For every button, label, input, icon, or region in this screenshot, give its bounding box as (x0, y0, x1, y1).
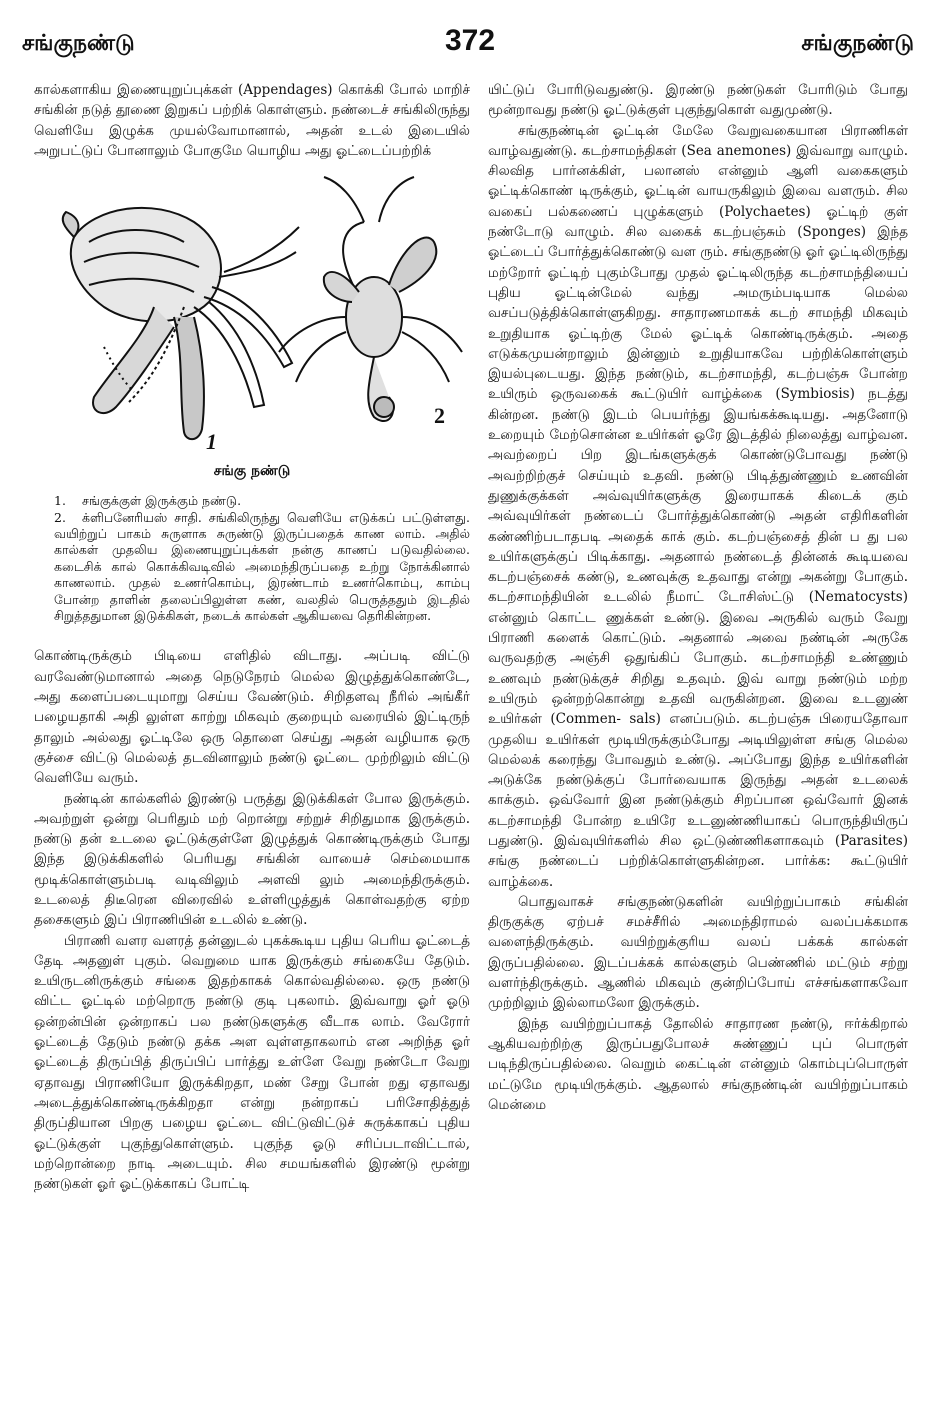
page-header (0, 20, 940, 60)
hermit-crab-illustration (34, 167, 470, 457)
left-paragraph-3: பிராணி வளர வளரத் தன்னுடல் புகக்கூடிய புதிய பெரிய ஓட்டைத் தேடி அதனுள் புகும். வெறுமை யாக இருக்கும் சங்கையே தேடும். உயிருடனிருக்கும் சங்கை இதற்காகக் கொல்வதில்லை. ஒரு நண்டு விட்ட ஓட்டில் மற்றொரு நண்டு குடி புகலாம். இவ்வாறு ஓர் ஓடு ஒன்றன்பின் ஒன்றாகப் பல நண்டுகளுக்கு வீடாக லாம். வேரோர் ஓட்டைத் தேடும் நண்டு தக்க அள வுள்ளதாகலாம் என அறிந்த ஓர் ஓட்டைத் திருப்பித் திருப்பிப் பார்த்து உள்ளே வேறு நண்டோ வேறு ஏதாவது பிராணியோ இருக்கிறதா, மண் சேறு போன் றது ஏதாவது அடைத்துக்கொண்டிருக்கிறதா என்று நன்றாகப் பரிசோதித்துத் திருப்தியான பிறகு பழைய ஓட்டை விட்டுவிட்டுச் சுருக்காகப் புதிய ஓட்டுக்குள் புகுந்துகொள்ளும். புகுந்த ஓடு சரிப்படாவிட்டால், மற்றொன்றை நாடி அடையும். சில சமயங்களில் இரண்டு மூன்று நண்டுகள் ஓர் ஓட்டுக்காகப் போட்டி (34, 932, 470, 1193)
page-number: 372 (444, 24, 496, 57)
crab-in-shell-drawing (63, 208, 299, 439)
caption-item-2-text: க்ளிபனேரியஸ் சாதி. சங்கிலிருந்து வெளியே எடுக்கப் பட்டுள்ளது. வயிற்றுப் பாகம் சுருளாக சுருண்டு இருப்பதைக் காண லாம். அதில் கால்கள் முதலிய இணையுறுப்புக்கள் நன்கு காணப் படுவதில்லை. கடைசிக் கால் கொக்கிவடிவில் அமைந்திருப்பதை உற்று நோக்கினால் காணலாம். முதல் உணர்கொம்பு, இரண்டாம் உணர்கொம்பு, காம்பு போன்ற தாளின் தலைப்பிலுள்ள கண், வலதில் பெருத்ததும் இடதில் சிறுத்ததுமான இடுக்கிகள், நடைக் கால்கள் ஆகியவை தெரிகின்றன. (54, 509, 470, 624)
left-column (34, 80, 470, 1194)
running-head-left: சங்குநண்டு (22, 30, 135, 56)
left-paragraph-2: நண்டின் கால்களில் இரண்டு பருத்து இடுக்கிகள் போல இருக்கும். அவற்றுள் ஒன்று பெரிதும் மற் றொன்று சற்றுச் சிறிதுமாக இருக்கும். நண்டு தன் உடலை ஓட்டுக்குள்ளே இழுத்துக் கொண்டிருக்கும் போது இந்த இடுக்கிகளில் பெரியது சங்கின் வாயைச் செம்மையாக மூடிக்கொள்ளும்படி வடிவிலும் அளவி லும் அமைந்திருக்கும். உடலைத் திடீரென விரைவில் உள்ளிழுத்துக் கொள்வதற்கு ஏற்ற தசைகளும் இப் பிராணியின் உடலில் உண்டு. (34, 790, 470, 929)
figure-caption (34, 493, 470, 624)
caption-item-1-number: 1. (54, 493, 66, 509)
right-paragraph-4: இந்த வயிற்றுப்பாகத் தோலில் சாதாரண நண்டு, ஈர்க்கிறால் ஆகியவற்றிற்கு இருப்பதுபோலச் சுண்ணுப் புப் பொருள் படிந்திருப்பதில்லை. வெறும் கைட்டின் என்னும் கொம்புப்பொருள் மட்டுமே மூடியிருக்கும். ஆதலால் சங்குநண்டின் வயிற்றுப்பாகம் மென்மை (488, 1015, 908, 1113)
hermit-crab-figure (34, 167, 470, 457)
caption-item-2 (54, 510, 470, 625)
right-paragraph-2: சங்குநண்டின் ஓட்டின் மேலே வேறுவகையான பிராணிகள் வாழ்வதுண்டு. கடற்சாமந்திகள் (Sea anemones) இவ்வாறு வாழும். சிலவித பார்னக்கிள், பலானஸ் என்னும் ஆளி வகைகளும் ஓட்டிக்கொண் டிருக்கும், ஓட்டின் வாயருகிலும் இவை வளரும். சில வகைப் பல்கணைப் புழுக்களும் (Polychaetes) ஓட்டிற் குள் நண்டோடு வாழும். சில வகைக் கடற்பஞ்சும் (Sponges) இந்த ஓட்டைப் போர்த்துக்கொண்டு வள ரும். சங்குநண்டு ஓர் ஓட்டிலிருந்து மற்றோர் ஓட்டிற் புகும்போது முதல் ஓட்டிலிருந்த கடற்சாமந்தியைப் புதிய ஓட்டின்மேல் வந்து அமரும்படியாக மெல்ல வசப்படுத்திக்கொள்ளுகிறது. சாதாரணமாகக் கடற் சாமந்தி மிகவும் உறுதியாக ஓட்டிற்கு மேல் ஓட்டிக் கொண்டிருக்கும். அதை எடுக்கமுயன்றாலும் இன்னும் உறுதியாகவே பற்றிக்கொள்ளும் இயல்புடையது. இந்த நண்டும், கடற்சாமந்தி, கடற்பஞ்சு போன்ற உயிரும் ஒருவகைக் கூட்டுயிர் வாழ்க்கை (Symbiosis) நடத்து கின்றன. நண்டு இடம் பெயர்ந்து இயங்கக்கூடியது. அதனோடு உறையும் மேற்சொன்ன உயிர்கள் ஓரே இடத்தில் நிலைத்து வாழ்வன. அவற்றைப் பிற இடங்களுக்குக் கொண்டுபோவது நண்டு அவற்றிற்குச் செய்யும் உதவி. நண்டு பிடித்துண்ணும் உணவின் துணுக்குக்கள் அவ்வுயிர்களுக்கு இரையாகக் கிடைக் கும் அவ்வுயிர்கள் நண்டைப் போர்த்துக்கொண்டு அதன் எதிரிகளின் கண்ணிற்படாதபடி அதைக் காக் கும். கடற்பஞ்சைத் தின் ப து பல உயிர்களுக்குப் பிடிக்காது. அதனால் நண்டைத் தின்னக் கூடியவை கடற்பஞ்சைக் கண்டு, உணவுக்கு உதவாது என்று அகன்று போகும். கடற்சாமந்தியின் உடலில் நீமாட் டோசிஸ்ட்டு (Nematocysts) என்னும் கொட்ட ணுக்கள் உண்டு. இவை அருகில் வரும் வேறு பிராணி களைக் கொட்டும். அதனால் அவை நண்டின் அருகே வருவதற்கு அஞ்சி ஒதுங்கிப் போகும். கடற்சாமந்தி உண்ணும் உணவும் நண்டுக்குச் சிறிது உதவும். இவ் வாறு நண்டும் மற்ற உயிரும் ஒன்றற்கொன்று உதவி வருகின்றன. இவை உடனுண் உயிர்கள் (Commen- sals) எனப்படும். கடற்பஞ்சு பிரையதோவா முதலிய உயிர்கள் மூடியிருக்கும்போது அடியிலுள்ள சங்கு மெல்ல மெல்லக் கரைந்து போவதும் உண்டு. அப்போது இந்த உயிர்களின் அடுக்கே நண்டுக்குப் போர்வையாக இருந்து அதன் உடலைக் காக்கும். ஒவ்வோர் இன நண்டுக்கும் சிறப்பான ஒவ்வோர் இனக் கடற்சாமந்தி போன்ற உயிரே உடனுண்ணியாகப் பொருந்தியிருப் பதுண்டு. இவ்வுயிர்களில் சில ஒட்டுண்ணிகளாகவும் (Parasites) சங்கு நண்டைப் பற்றிக்கொள்ளுகின்றன. பார்க்க: கூட்டுயிர் வாழ்க்கை. (488, 122, 908, 890)
running-head-right: சங்குநண்டு (801, 30, 914, 56)
figure-title: சங்கு நண்டு (213, 463, 291, 480)
extracted-crab-drawing (279, 177, 462, 421)
figure-label-1: 1 (206, 429, 217, 455)
caption-item-2-number: 2. (54, 509, 66, 525)
right-column (488, 80, 908, 1115)
right-paragraph-1: யிட்டுப் போரிடுவதுண்டு. இரண்டு நண்டுகள் போரிடும் போது மூன்றாவது நண்டு ஓட்டுக்குள் புகுந்துகொள் வதுமுண்டு. (488, 82, 908, 119)
figure-label-2: 2 (434, 403, 445, 429)
caption-item-1 (54, 493, 470, 509)
right-paragraph-3: பொதுவாகச் சங்குநண்டுகளின் வயிற்றுப்பாகம் சங்கின் திருகுக்கு ஏற்பச் சமச்சீரில் அமைந்திராமல் வலப்பக்கமாக வளைந்திருக்கும். வயிற்றுக்குரிய வலப் பக்கக் கால்கள் இருப்பதில்லை. இடப்பக்கக் கால்களும் பெண்ணில் மட்டும் சற்று வளர்ந்திருக்கும். ஆணில் மிகவும் குன்றிப்போய் எச்சங்களாகவோ முற்றிலும் இல்லாமலோ இருக்கும். (488, 893, 908, 1012)
left-top-paragraph: கால்களாகிய இணையுறுப்புக்கள் (Appendages) கொக்கி போல் மாறிச் சங்கின் நடுத் தூணை இறுகப் பற்றிக் கொள்ளும். நண்டைச் சங்கிலிருந்து வெளியே இழுக்க முயல்வோமானால், அதன் உடல் இடையில் அறுபட்டுப் போனாலும் போகுமே யொழிய அது ஓட்டைப்பற்றிக் (34, 82, 470, 159)
left-paragraph-1: கொண்டிருக்கும் பிடியை எளிதில் விடாது. அப்படி விட்டு வரவேண்டுமானால் அதை நெடுநேரம் மெல்ல இழுத்துக்கொண்டே, அது களைப்படையுமாறு செய்ய வேண்டும். சிறிதளவு நீரில் அங்கீர் பழையதாகி அதி லுள்ள காற்று மிகவும் குறையும் வரையில் இட்டிருந் தாலும் அல்லது ஓட்டிலே ஒரு தொளை செய்து அதன் வழியாக ஒரு குச்சை விட்டு மெல்லத் தடவினாலும் நண்டு ஓட்டை முற்றிலும் விட்டு வெளியே வரும். (34, 648, 470, 787)
caption-item-1-text: சங்குக்குள் இருக்கும் நண்டு. (82, 493, 242, 509)
